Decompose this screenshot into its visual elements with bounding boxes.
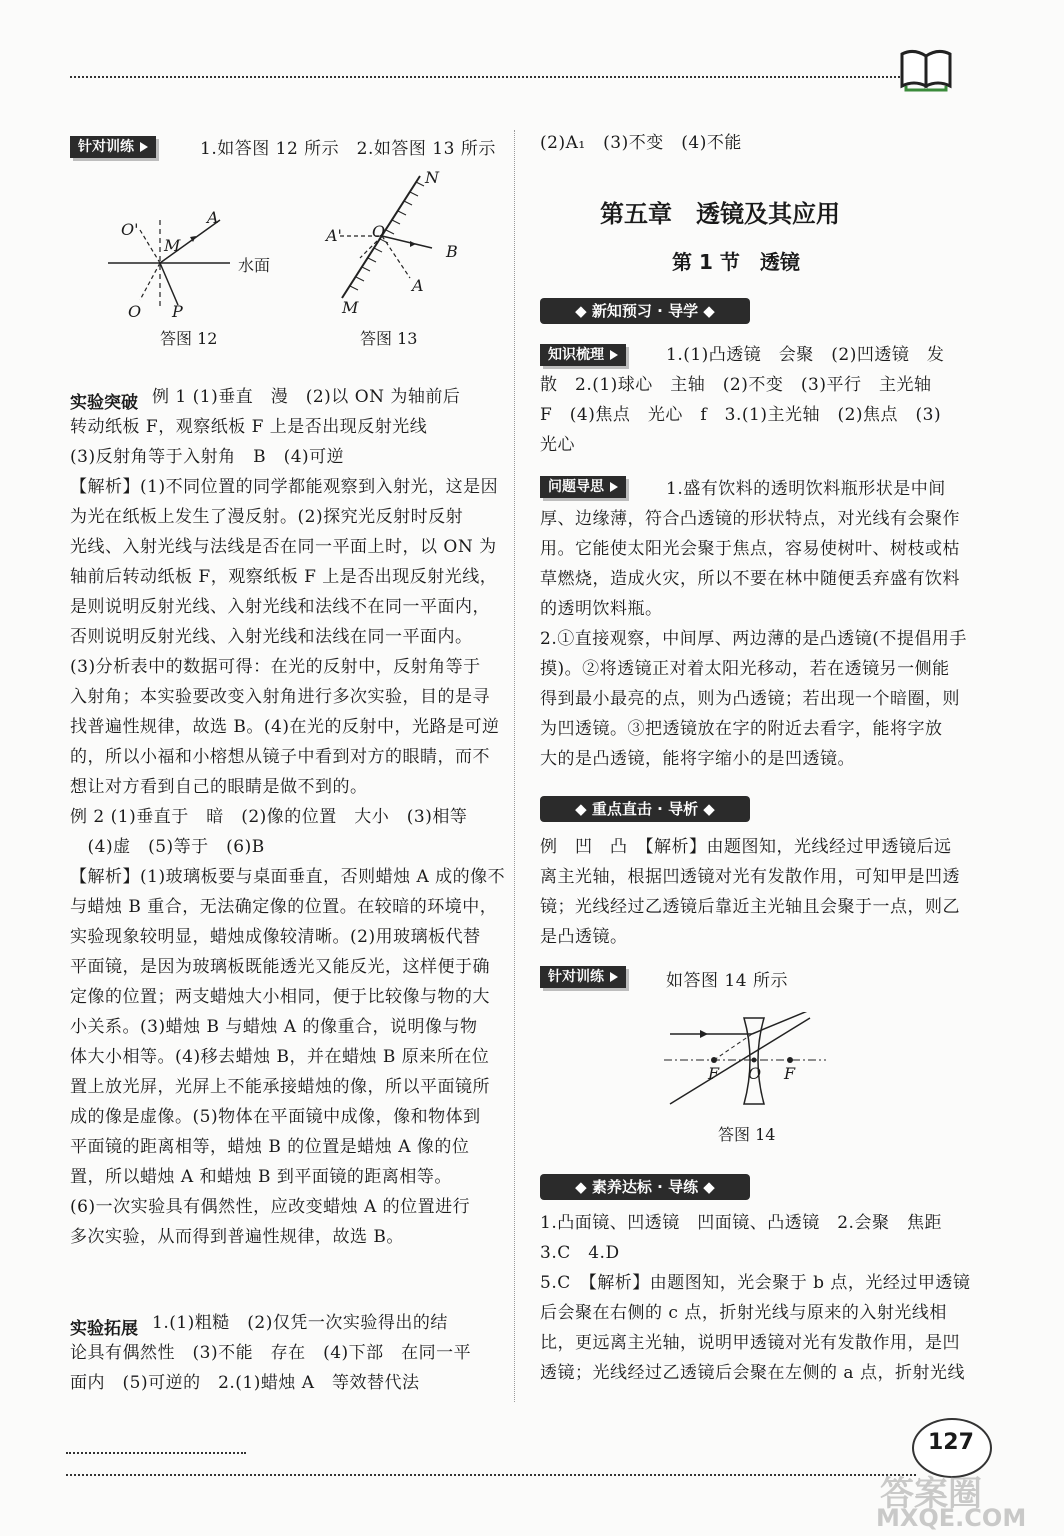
figure-13 (320, 168, 490, 318)
tag-targeted-training-2: 针对训练 (540, 966, 626, 988)
fig12-label-a: A (207, 208, 219, 227)
book-icon (898, 46, 954, 92)
fig14-label-f-right: F (784, 1064, 796, 1083)
fig12-water-surface: 水面 (238, 256, 271, 275)
figure-14 (660, 1012, 830, 1122)
pill-key-points: ◆ 重点直击 · 导析 ◆ (540, 796, 750, 822)
footer-dotted-rule (66, 1474, 916, 1476)
page-number: 127 (928, 1430, 974, 1455)
tag-question-guide: 问题导思 (540, 476, 626, 498)
section-title: 第 1 节 透镜 (672, 250, 800, 274)
fig13-label-b: B (446, 242, 458, 261)
pill-preview-guide: ◆ 新知预习 · 导学 ◆ (540, 298, 750, 324)
tag-targeted-training: 针对训练 (70, 136, 156, 158)
exp-breakthrough-text: 例 1 (1)垂直 漫 (2)以 ON 为轴前后 转动纸板 F，观察纸板 F 上是否出现反射光线 (3)反射角等于入射角 B (4)可逆 【解析】(1)不同位置的同学都能观察到入射光，这是因 为光在纸板上发生了漫反射。(2)探究光反射时反射 光线、入射光线与法线是否在同一平面上时，以 ON 为 轴前后转动纸板 F，观察纸板 F 上是否出现反射光线， 是则说明反射光线、入射光线和法线不在同一平面内， 否则说明反射光线、入射光线和法线在同一平面内。 (3)分析表中的数据可得：在光的反射中，反射角等于 入射角；本实验要改变入射角进行多次实验，目的是寻 找普遍性规律，故选 B。(4)在光的反射中，光路是可逆 的，所以小福和小榕想从镜子中看到对方的眼睛，而不 想让对方看到自己的眼睛是做不到的。 例 2 (1)垂直于 暗 (2)像的位置 大小 (3)相等 (4)虚 (5)等于 (6)B 【解析】(1)玻璃板要与桌面垂直，否则蜡烛 A 成的像不 与蜡烛 B 重合，无法确定像的位置。在较暗的环境中， 实验现象较明显，蜡烛成像较清晰。(2)用玻璃板代替 平面镜，是因为玻璃板既能透光又能反光，这样便于确 定像的位置；两支蜡烛大小相同，便于比较像与物的大 小关系。(3)蜡烛 B 与蜡烛 A 的像重合，说明像与物 体大小相等。(4)移去蜡烛 B，并在蜡烛 B 原来所在位 置上放光屏，光屏上不能承接蜡烛的像，所以平面镜所 成的像是虚像。(5)物体在平面镜中成像，像和物体到 平面镜的距离相等，蜡烛 B 的位置是蜡烛 A 像的位 置，所以蜡烛 A 和蜡烛 B 到平面镜的距离相等。 (6)一次实验具有偶然性，应改变蜡烛 A 的位置进行 多次实验，从而得到普遍性规律，故选 B。 (70, 387, 506, 1247)
header-dotted-rule (70, 76, 900, 78)
fig12-label-p: P (172, 302, 183, 321)
chapter-title: 第五章 透镜及其应用 (600, 200, 840, 228)
fig14-label-f-left: F (708, 1064, 720, 1083)
fig12-label-o: O (128, 302, 142, 321)
fig14-label-o: O (748, 1064, 762, 1083)
fig12-label-o-prime: O' (121, 220, 139, 239)
fig13-label-a-prime: A' (326, 226, 342, 245)
exp-extension-text: 1.(1)粗糙 (2)仅凭一次实验得出的结 论具有偶然性 (3)不能 存在 (4)下部 在同一平 面内 (5)可逆的 2.(1)蜡烛 A 等效替代法 (70, 1313, 472, 1393)
continued-answers: (2)A₁ (3)不变 (4)不能 (540, 133, 742, 153)
fig13-label-o: O (372, 222, 386, 241)
targeted-training-2-answer: 如答图 14 所示 (666, 971, 788, 991)
literacy-practice-text: 1.凸面镜、凹透镜 凹面镜、凸透镜 2.会聚 焦距 3.C 4.D 5.C 【解析】由题图知，光会聚于 b 点，光经过甲透镜 后会聚在右侧的 c 点，折射光线与原来的入射光线相 比，更远离主光轴，说明甲透镜对光有发散作用，是凹 透镜；光线经过乙透镜后会聚在左侧的 a 点，折射光线 (540, 1213, 971, 1383)
knowledge-summary-text: 1.(1)凸透镜 会聚 (2)凹透镜 发 散 2.(1)球心 主轴 (2)不变 (3)平行 主光轴 F (4)焦点 光心 f 3.(1)主光轴 (2)焦点 (3) 光心 (540, 345, 945, 455)
pill-literacy-practice: ◆ 素养达标 · 导练 ◆ (540, 1174, 750, 1200)
fig13-label-m: M (342, 298, 359, 317)
watermark-url: MXQE.COM (876, 1504, 1027, 1532)
fig13-label-n: N (425, 168, 439, 187)
column-divider (514, 130, 515, 1402)
fig12-caption: 答图 12 (160, 329, 218, 348)
exp-breakthrough-title: 实验突破 (70, 393, 138, 413)
watermark-logo-text: 答案圈 (880, 1474, 982, 1514)
question-guide-text: 1.盛有饮料的透明饮料瓶形状是中间 厚、边缘薄，符合凸透镜的形状特点，对光线有会聚作 用。它能使太阳光会聚于焦点，容易使树叶、树枝或枯 草燃烧，造成火灾，所以不要在林中随便丢弃盛有饮料 的透明饮料瓶。 2.①直接观察，中间厚、两边薄的是凸透镜(不提倡用手 摸)。②将透镜正对着太阳光移动，若在透镜另一侧能 得到最小最亮的点，则为凸透镜；若出现一个暗圈，则 为凹透镜。③把透镜放在字的附近去看字，能将字放 大的是凸透镜，能将字缩小的是凹透镜。 (540, 479, 967, 769)
targeted-training-answer: 1.如答图 12 所示 2.如答图 13 所示 (200, 139, 496, 159)
fig13-label-a: A (412, 276, 424, 295)
fig13-caption: 答图 13 (360, 329, 418, 348)
tag-knowledge-summary: 知识梳理 (540, 344, 626, 366)
fig14-caption: 答图 14 (718, 1125, 776, 1144)
footer-dotted-rule-short (66, 1452, 246, 1454)
exp-extension-title: 实验拓展 (70, 1319, 138, 1339)
key-points-text: 例 凹 凸 【解析】由题图知，光线经过甲透镜后远 离主光轴，根据凹透镜对光有发散作用，可知甲是凹透 镜；光线经过乙透镜后靠近主光轴且会聚于一点，则乙 是凸透镜。 (540, 837, 960, 947)
fig12-label-m: M (164, 236, 181, 255)
